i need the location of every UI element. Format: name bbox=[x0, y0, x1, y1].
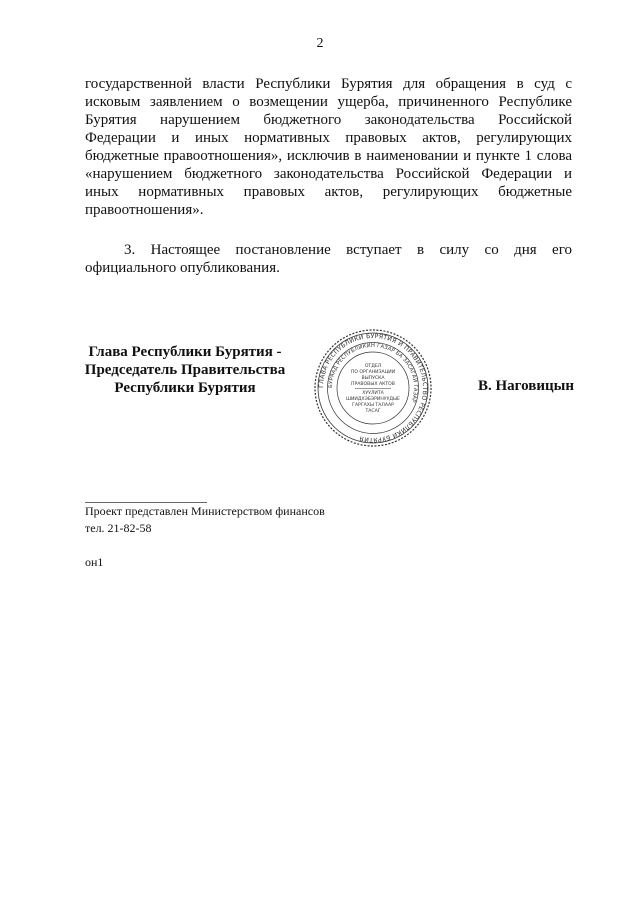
clause-3-line: 3. Настоящее постановление вступает в силу со дня его bbox=[124, 242, 572, 258]
body-line: Бурятия нарушением бюджетного законодательства Российской bbox=[85, 112, 572, 128]
page-number: 2 bbox=[316, 36, 324, 51]
signatory-title-line: Республики Бурятия bbox=[114, 380, 256, 396]
seal-ring-outer-text: ГЛАВА РЕСПУБЛИКИ БУРЯТИЯ И ПРАВИТЕЛЬСТВО РЕСПУБЛИКИ БУРЯТИЯ bbox=[317, 332, 429, 444]
phone-number: тел. 21-82-58 bbox=[85, 521, 152, 535]
clause-3-line: официального опубликования. bbox=[85, 260, 280, 276]
seal-center-line: ГАРГАХЫ ТАЛААР bbox=[352, 403, 394, 408]
body-line: бюджетные правоотношения», исключив в наименовании и пункте 1 слова bbox=[85, 148, 572, 164]
signatory-name: В. Наговицын bbox=[478, 378, 574, 394]
seal-center-line: ОТДЕЛ bbox=[364, 364, 382, 369]
seal-center-line: ШИИДХЭБЭРИНУУДЫЕ bbox=[346, 397, 400, 402]
project-note: Проект представлен Министерством финансов bbox=[85, 504, 325, 518]
document-code: он1 bbox=[85, 555, 104, 569]
body-line: правоотношения». bbox=[85, 202, 204, 218]
seal-center-line: ПО ОРГАНИЗАЦИИ bbox=[350, 370, 396, 375]
body-line: иных нормативных правовых актов, регулирующих бюджетные bbox=[85, 184, 572, 200]
footnote-divider bbox=[85, 502, 207, 503]
seal-center-line: ПРАВОВЫХ АКТОВ bbox=[351, 382, 395, 387]
body-line: государственной власти Республики Бурятия для обращения в суд с bbox=[85, 76, 572, 92]
signatory-title-line: Глава Республики Бурятия - bbox=[88, 344, 282, 360]
body-line: исковым заявлением о возмещении ущерба, причиненного Республике bbox=[85, 94, 572, 110]
official-seal-icon bbox=[313, 328, 433, 448]
seal-center-line: ВЫПУСКА bbox=[361, 376, 385, 381]
seal-center-line: ТАСАГ bbox=[365, 409, 381, 414]
signatory-title bbox=[70, 343, 300, 397]
svg-text:ГЛАВА РЕСПУБЛИКИ БУРЯТИЯ И ПРА bbox=[318, 333, 428, 443]
signatory-title-line: Председатель Правительства bbox=[84, 362, 286, 378]
seal-center-line: ХУУЛИТА bbox=[362, 391, 384, 396]
body-line: Федерации и иных нормативных правовых актов, регулирующих bbox=[85, 130, 572, 146]
seal-ring-inner-text: БУРЯАД РЕСПУБЛИКИН ГАЗАР БА ЗАСАГАЙ ГАЗАР bbox=[327, 342, 419, 404]
body-line: «нарушением бюджетного законодательства Российской Федерации и bbox=[85, 166, 572, 182]
